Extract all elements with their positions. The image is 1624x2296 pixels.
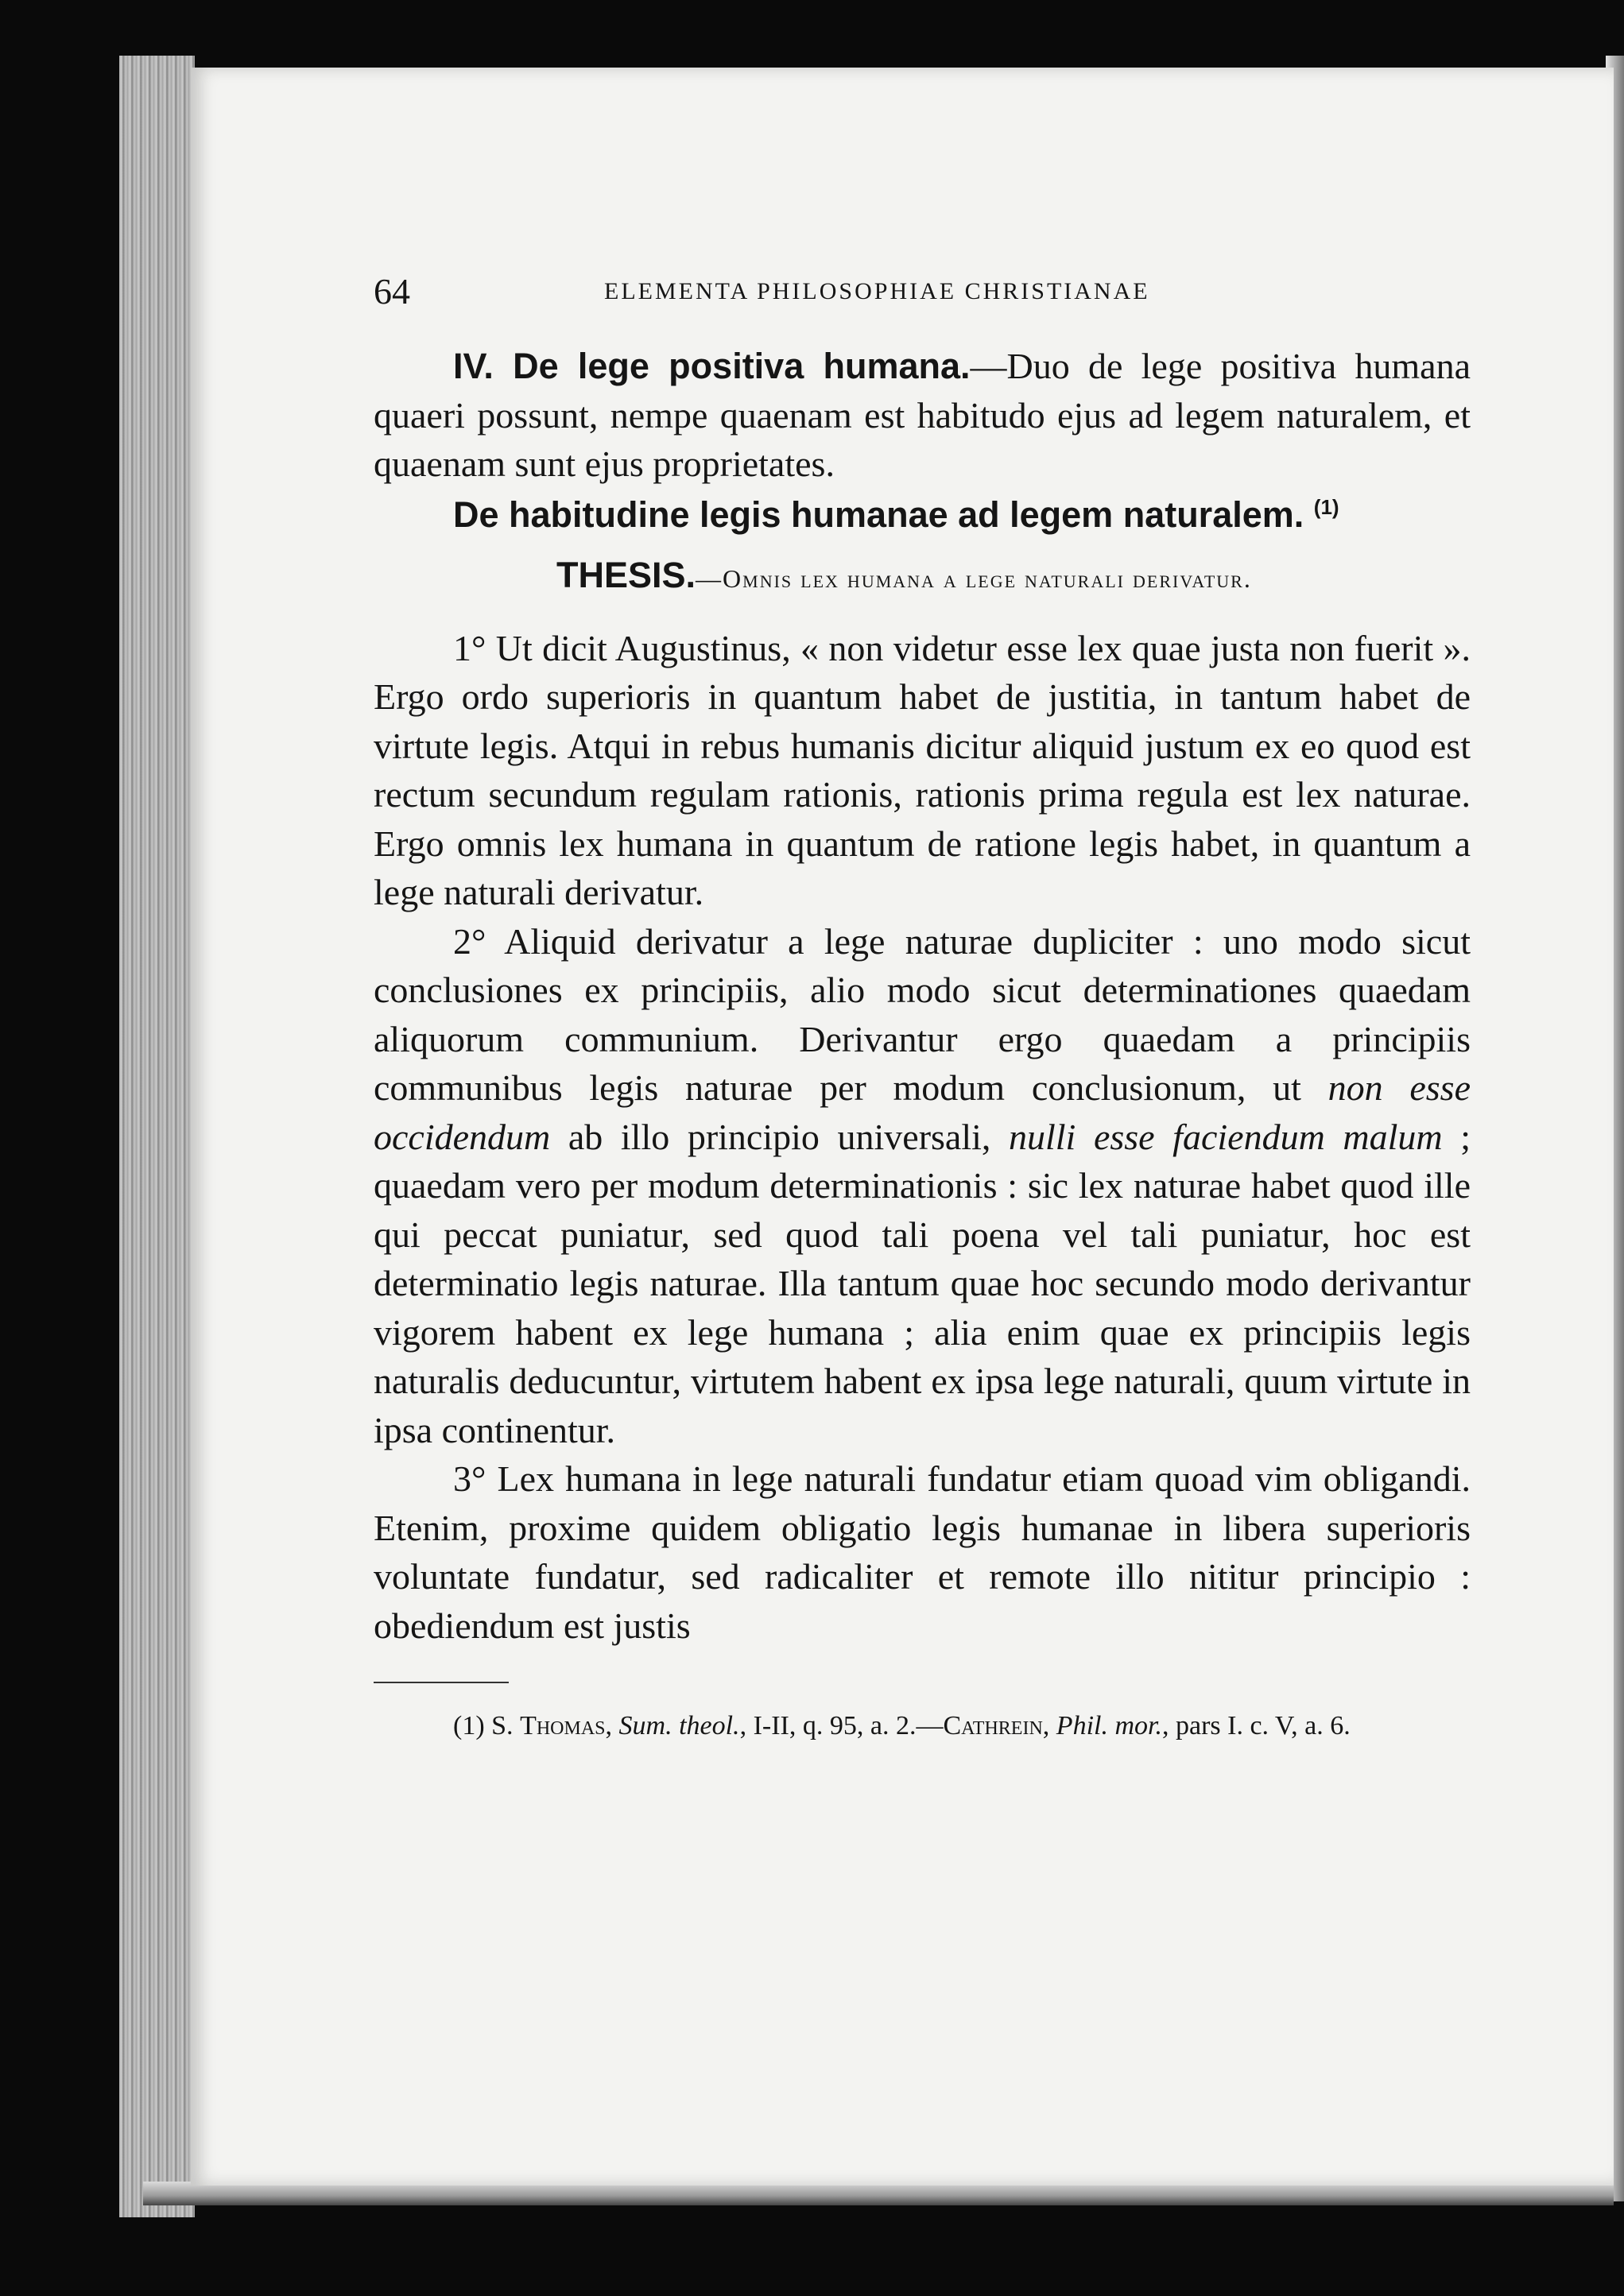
footnote-marker: (1) S. [453,1711,521,1740]
page-number: 64 [374,271,410,312]
subheading-text: De habitudine legis humanae ad legem naturalem. [453,494,1304,535]
footnote-work-2: Phil. mor. [1056,1711,1162,1740]
footnote-work-1: Sum. theol. [618,1711,740,1740]
paragraph-2-part-2: ab illo principio universali, [550,1116,1009,1157]
running-title: ELEMENTA PHILOSOPHIAE CHRISTIANAE [604,278,1150,304]
footnote-rule [374,1682,509,1683]
paragraph-2-part-1: 2° Aliquid derivatur a lege naturae dupliciter : uno modo sicut conclusiones ex principiis, alio modo sicut determinationes quaedam aliquorum communium. Derivantur ergo quaedam a principiis communibus legis naturae per modum conclusionum, ut [374,920,1471,1108]
paragraph-3: 3° Lex humana in lege naturali fundatur etiam quoad vim obligandi. Etenim, proxime quidem obligatio legis humanae in libera superioris voluntate fundatur, sed radicaliter et remote illo nititur principio : obediendum est justis [374,1458,1471,1646]
footnote-author-2: Cathrein [943,1711,1043,1740]
thesis [374,551,1471,603]
section-intro [374,342,1471,489]
footnote-reference: (1) [1313,494,1339,519]
footnote-author-1: Thomas [520,1711,606,1740]
section-intro-text: —Duo de lege positiva humana quaeri possunt, nempe quaenam est habitudo ejus ad legem naturalem, et quaenam sunt ejus proprietates. [374,346,1471,484]
footnote: (1) S. Thomas, Sum. theol., I-II, q. 95, a. 2.—Cathrein, Phil. mor., pars I. c. V, a. 6. [453,1711,1351,1740]
paragraph-2 [374,917,1471,1455]
footnote-ref-2: , pars I. c. V, a. 6. [1161,1711,1351,1740]
thesis-text: —Omnis lex humana a lege naturali derivatur. [696,563,1252,593]
paragraph-1: 1° Ut dicit Augustinus, « non videtur esse lex quae justa non fuerit ». Ergo ordo superioris in quantum habet de justitia, in tantum habet de virtute legis. Atqui in rebus humanis dicitur aliquid justum ex eo quod est rectum secundum regulam rationis, rationis prima regula est lex naturae. Ergo omnis lex humana in quantum de ratione legis habet, in quantum a lege naturali derivatur. [374,627,1471,912]
book-page [191,68,1614,2186]
running-head [374,270,1471,342]
book-page-edges [119,56,195,2217]
paragraph-2-italic-1: non esse occidendum [374,1067,1471,1157]
thesis-label: THESIS. [556,554,696,595]
page-content [374,270,1471,1742]
paragraph-2-italic-2: nulli esse faciendum malum [1009,1116,1443,1157]
subheading [374,489,1471,541]
paragraph-2-part-3: ; quaedam vero per modum determinationis : sic lex naturae habet quod ille qui peccat puniatur, sed quod tali poena vel tali puniatur, hoc est determinatio legis naturae. Illa tantum quae hoc secundo modo derivantur vigorem habent ex lege humana ; alia enim quae ex principiis legis naturalis deducuntur, virtutem habent ex ipsa lege naturali, quum virtute in ipsa continentur. [374,1116,1471,1450]
footnote-ref-1: , I-II, q. 95, a. 2.— [739,1711,944,1740]
section-heading: IV. De lege positiva humana. [453,346,971,386]
